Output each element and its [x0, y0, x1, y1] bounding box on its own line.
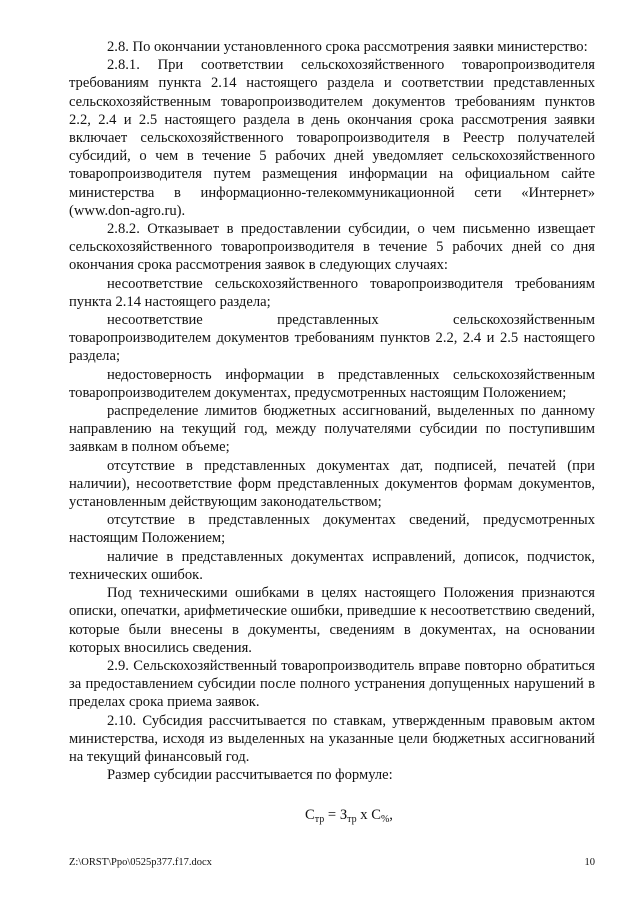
paragraph: отсутствие в представленных документах сведений, предусмотренных настоящим Положением;	[69, 512, 595, 547]
file-path: Z:\ORST\Ppo\0525p377.f17.docx	[69, 857, 212, 868]
paragraph: Под техническими ошибками в целях настоящего Положения признаются описки, опечатки, арифметические ошибки, приведшие к несоответствию сведений, которые были внесены в документы, сведениям в документах, на основании которых вносились сведения.	[69, 585, 595, 656]
subsidy-formula	[69, 806, 595, 829]
formula-lhs: С	[305, 807, 315, 824]
paragraph: несоответствие представленных сельскохозяйственным товаропроизводителем документов требованиям пунктов 2.2, 2.4 и 2.5 настоящего раздела;	[69, 312, 595, 365]
formula-term1-sub: тр	[347, 814, 357, 826]
formula-lhs-sub: тр	[314, 814, 325, 826]
formula-term2: С	[371, 807, 381, 824]
formula-tail: ,	[389, 807, 393, 824]
formula-term1: З	[339, 807, 348, 824]
page-number: 10	[584, 857, 595, 868]
formula-term2-sub: %	[380, 814, 390, 826]
paragraph: 2.10. Субсидия рассчитывается по ставкам, утвержденным правовым актом министерства, исходя из выделенных на указанные цели бюджетных ассигнований на текущий финансовый год.	[69, 712, 595, 765]
document-body	[69, 38, 595, 830]
paragraph: несоответствие сельскохозяйственного товаропроизводителя требованиям пункта 2.14 настоящего раздела;	[69, 275, 595, 310]
formula-operator: х	[356, 807, 372, 824]
paragraph: недостоверность информации в представленных сельскохозяйственным товаропроизводителем документах, предусмотренных настоящим Положением;	[69, 366, 595, 401]
paragraph: распределение лимитов бюджетных ассигнований, выделенных по данному направлению на текущий год, между получателями субсидии по поступившим заявкам в полном объеме;	[69, 403, 595, 456]
paragraph: 2.8.1. При соответствии сельскохозяйственного товаропроизводителя требованиям пункта 2.14 настоящего раздела и соответствии представленных сельскохозяйственным товаропроизводителем документов требованиям пунктов 2.2, 2.4 и 2.5 настоящего раздела в день окончания срока рассмотрения заявки включает сельскохозяйственного товаропроизводителя в Реестр получателей субсидий, о чем в течение 5 рабочих дней уведомляет сельскохозяйственного товаропроизводителя путем размещения информации на официальном сайте министерства в информационно-телекоммуникационной сети «Интернет» (www.don-agro.ru).	[69, 57, 595, 219]
formula-equals: =	[324, 807, 340, 824]
paragraph: 2.8. По окончании установленного срока рассмотрения заявки министерство:	[107, 39, 588, 55]
page-footer	[69, 857, 595, 868]
paragraph: 2.8.2. Отказывает в предоставлении субсидии, о чем письменно извещает сельскохозяйственного товаропроизводителя в течение 5 рабочих дней со дня окончания срока рассмотрения заявок в следующих случаях:	[69, 221, 595, 274]
paragraph: наличие в представленных документах исправлений, дописок, подчисток, технических ошибок.	[69, 548, 595, 583]
paragraph: Размер субсидии рассчитывается по формуле:	[107, 767, 393, 784]
paragraph: отсутствие в представленных документах дат, подписей, печатей (при наличии), несоответствие форм представленных документов формам документов, установленным действующим законодательством;	[69, 457, 595, 511]
paragraph: 2.9. Сельскохозяйственный товаропроизводитель вправе повторно обратиться за предоставлением субсидии после полного устранения допущенных нарушений в пределах срока приема заявок.	[69, 657, 595, 711]
